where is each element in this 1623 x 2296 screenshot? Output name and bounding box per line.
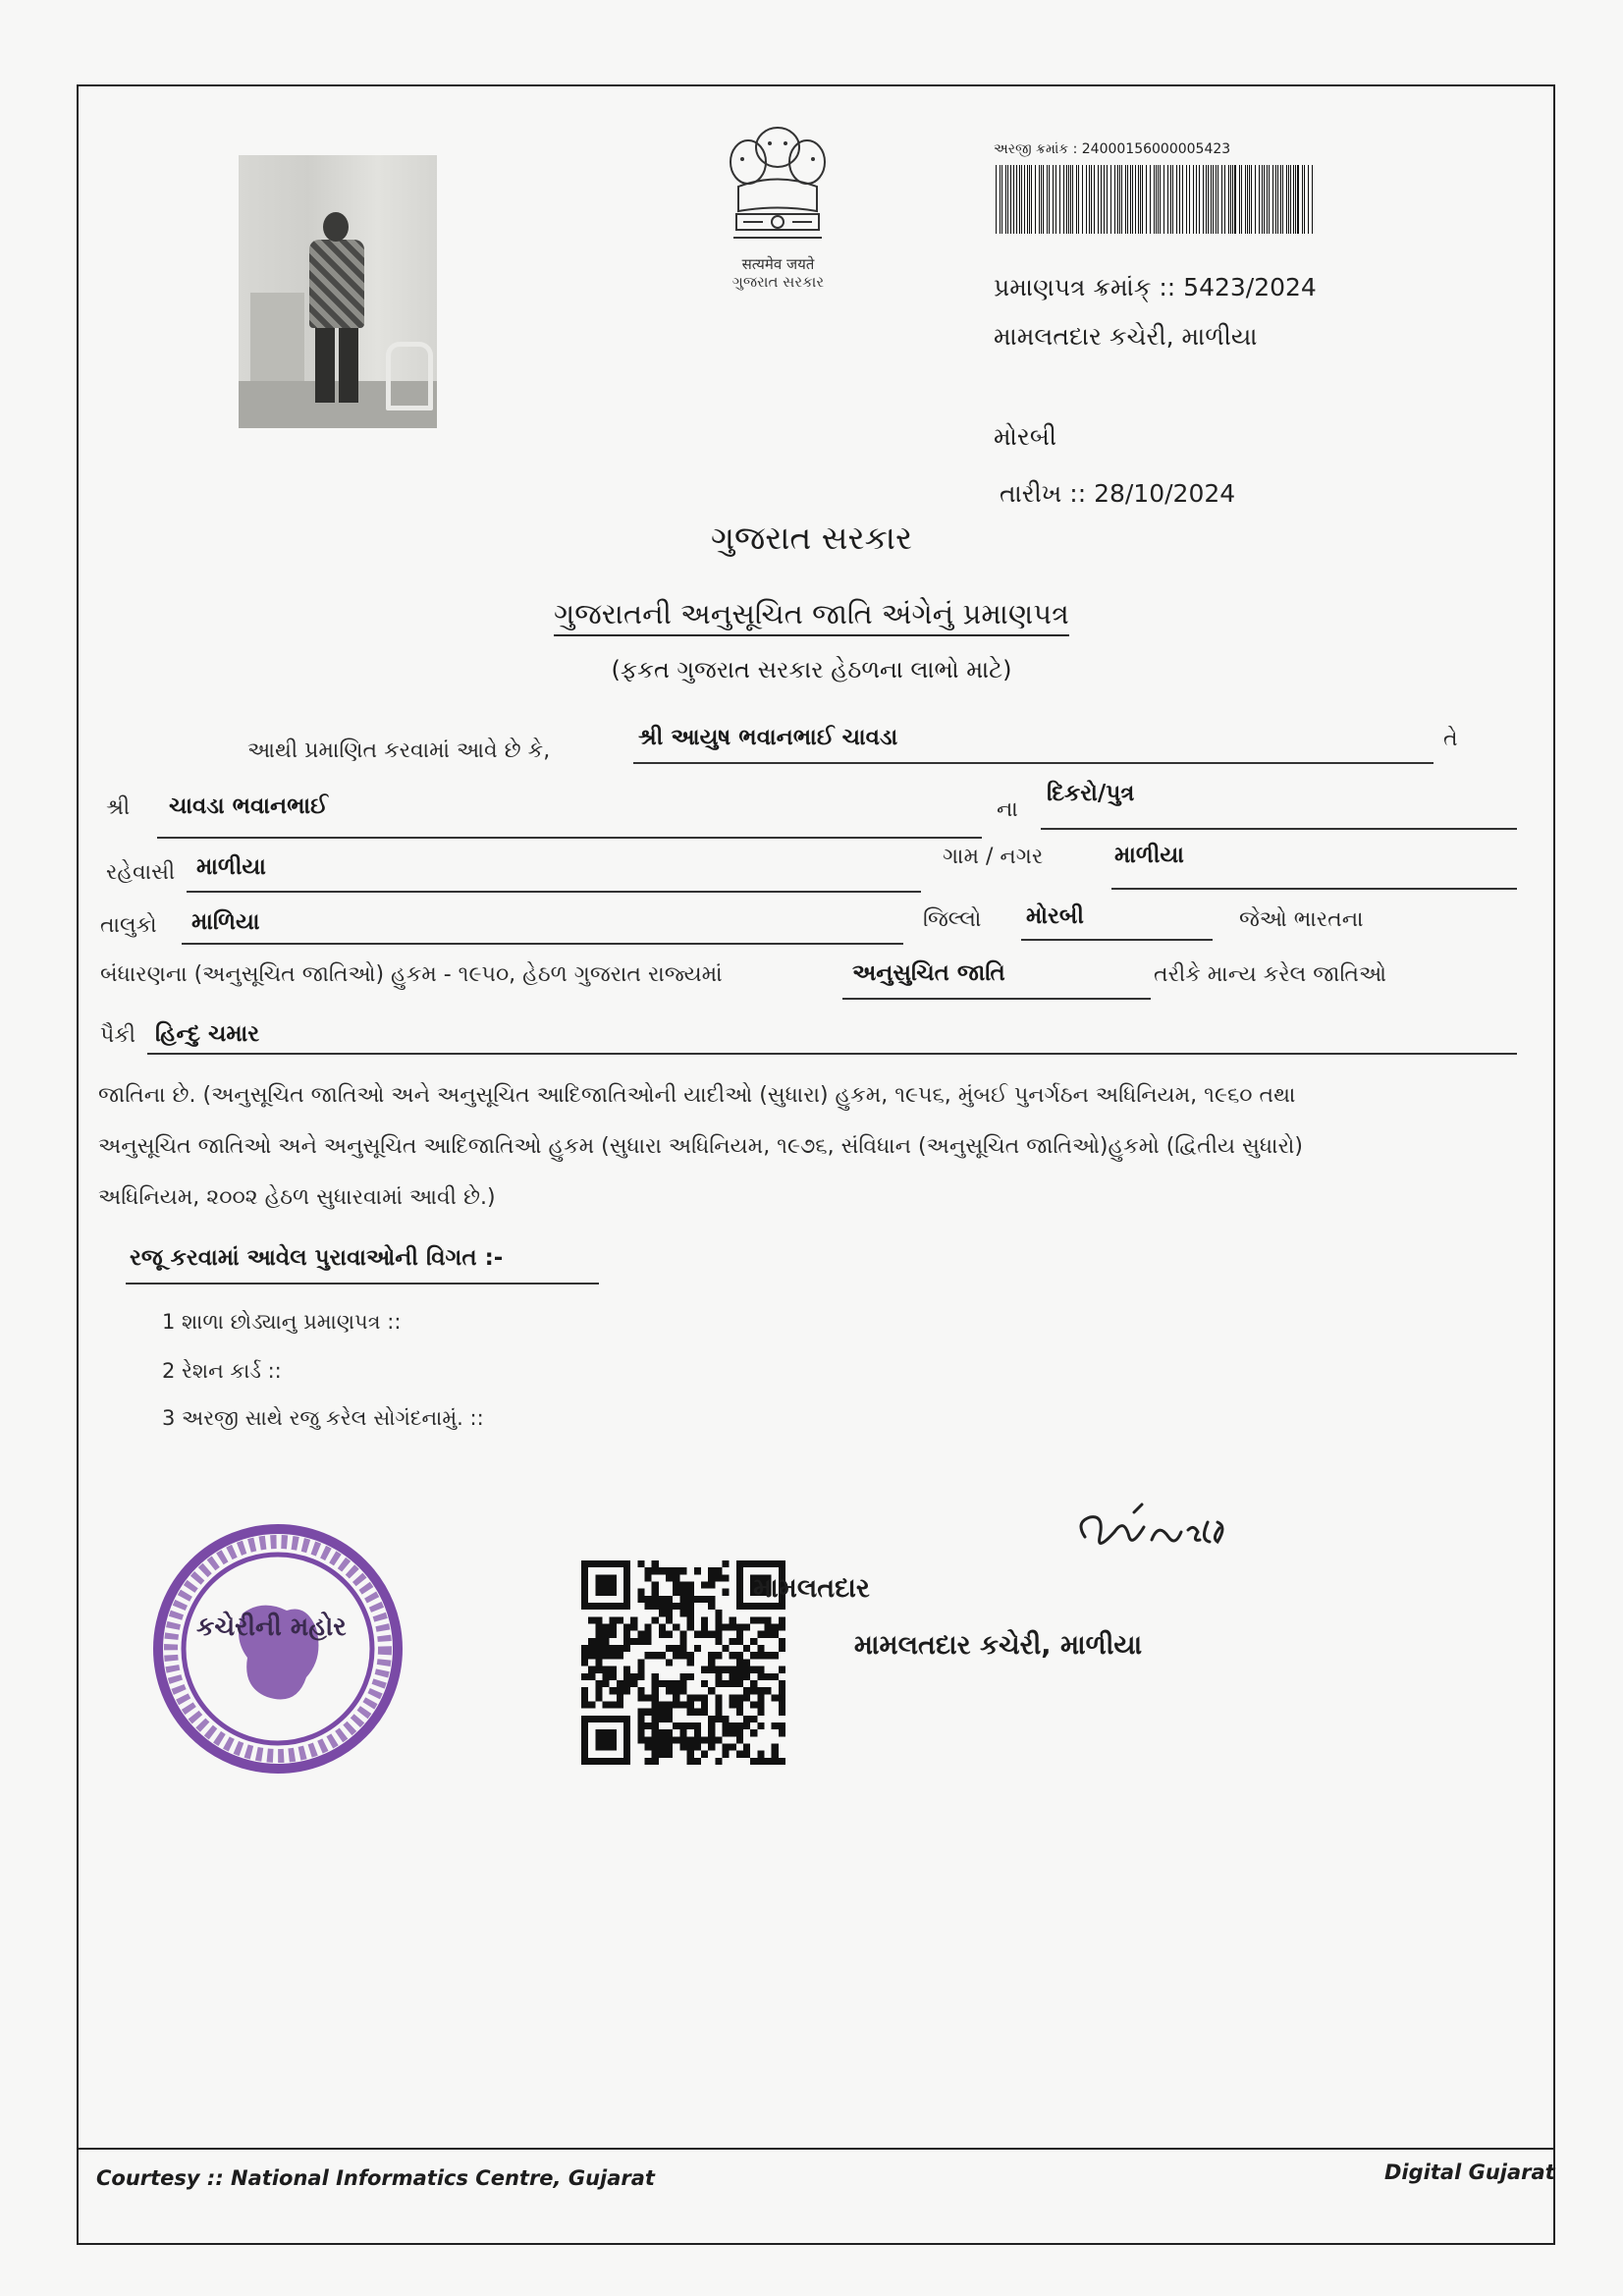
paragraph-line: જાતિના છે. (અનુસૂચિત જાતિઓ અને અનુસૂચિત આદિજાતિઓની યાદીઓ (સુધારા) હુકમ, ૧૯૫૬, મુંબઈ પુનર્ગઠન અધિનિયમ, ૧૯૬૦ તથા	[98, 1083, 1296, 1108]
district: મોરબી	[1026, 903, 1084, 929]
evidence-title-line	[126, 1283, 599, 1285]
national-emblem-icon	[709, 118, 846, 255]
government-title: ગુજરાત સરકાર	[710, 519, 913, 557]
officer-signature	[1065, 1493, 1262, 1571]
paiki-label: પૈકી	[100, 1023, 136, 1048]
village-label: ગામ / નગર	[943, 845, 1044, 869]
footer-line	[79, 2148, 1553, 2150]
applicant-name-line	[633, 762, 1434, 764]
evidence-title: રજૂ કરવામાં આવેલ પુરાવાઓની વિગત :-	[130, 1245, 504, 1271]
footer-courtesy: Courtesy :: National Informatics Centre, Gujarat	[96, 2166, 655, 2190]
legal-paragraph	[98, 1070, 1532, 1224]
resident: માળીયા	[196, 854, 266, 880]
issuing-office: મામલતદાર કચેરી, માળીયા	[994, 322, 1258, 351]
resident-line	[187, 891, 921, 893]
evidence-item: 1 શાળા છોડ્યાનુ પ્રમાણપત્ર ::	[162, 1310, 402, 1334]
barcode	[994, 165, 1318, 234]
father-name-line	[157, 837, 982, 839]
relation: દિકરો/પુત્ર	[1047, 781, 1135, 806]
certificate-title-text: ગુજરાતની અનુસૂચિત જાતિ અંગેનું પ્રમાણપત્ર	[554, 597, 1069, 636]
district-label: જિલ્લો	[923, 907, 982, 932]
certificate-subtitle: (ફકત ગુજરાત સરકાર હેઠળના લાભો માટે)	[611, 656, 1012, 683]
recognized-text: તરીકે માન્ય કરેલ જાતિઓ	[1154, 962, 1386, 987]
application-number: અરજી ક્રમાંક : 24000156000005423	[994, 141, 1231, 157]
father-name: ચાવડા ભવાનભાઈ	[169, 793, 328, 819]
district-line	[1021, 939, 1213, 941]
issue-date: તારીખ :: 28/10/2024	[1000, 479, 1236, 508]
category-line	[842, 998, 1151, 1000]
na-label: ના	[997, 797, 1018, 822]
relation-line	[1041, 828, 1517, 830]
emblem-caption	[677, 255, 879, 291]
seal-text: કચેરીની મહોર	[196, 1613, 347, 1642]
village-line	[1111, 888, 1517, 890]
order-text: બંધારણના (અનુસૂચિત જાતિઓ) હુકમ - ૧૯૫૦, હેઠળ ગુજરાત રાજ્યમાં	[100, 962, 723, 987]
category: અનુસુચિત જાતિ	[852, 960, 1005, 986]
footer-brand: Digital Gujarat	[1384, 2160, 1555, 2184]
paragraph-line: અધિનિયમ, ૨૦૦૨ હેઠળ સુધારવામાં આવી છે.)	[98, 1185, 496, 1210]
taluka-label: તાલુકો	[100, 913, 157, 938]
officer-designation: મામલતદાર	[753, 1573, 870, 1604]
emblem-motto: सत्यमेव जयते	[741, 255, 815, 273]
certificate-title	[0, 597, 1623, 631]
te-label: તે	[1443, 727, 1458, 751]
caste-line	[147, 1053, 1517, 1055]
resident-label: રહેવાસી	[106, 860, 176, 885]
certificate-number: પ્રમાણપત્ર ક્રમાંક્ :: 5423/2024	[994, 273, 1317, 301]
officer-office: મામલતદાર કચેરી, માળીયા	[853, 1630, 1143, 1661]
caste: હિન્દુ ચમાર	[155, 1021, 260, 1047]
evidence-item: 2 રેશન કાર્ડ ::	[162, 1359, 282, 1383]
district-header: મોરબી	[994, 422, 1057, 451]
jeo-label: જેઓ ભારતના	[1239, 907, 1364, 932]
intro-label: આથી પ્રમાણિત કરવામાં આવે છે કે,	[247, 738, 551, 763]
shri-label: શ્રી	[106, 795, 131, 820]
emblem-gov: ગુજરાત સરકાર	[731, 273, 825, 291]
village: માળીયા	[1114, 843, 1184, 868]
applicant-photo	[239, 155, 437, 428]
taluka: માળિયા	[191, 909, 260, 935]
evidence-item: 3 અરજી સાથે રજુ કરેલ સોગંદનામું. ::	[162, 1406, 484, 1430]
paragraph-line: અનુસૂચિત જાતિઓ અને અનુસૂચિત આદિજાતિઓ હુકમ (સુધારા અધિનિયમ, ૧૯૭૬, સંવિધાન (અનુસૂચિત જાતિઓ)હુકમો (દ્વિતીય સુધારો)	[98, 1134, 1303, 1159]
applicant-name: શ્રી આયુષ ભવાનભાઈ ચાવડા	[638, 725, 898, 750]
taluka-line	[182, 943, 903, 945]
